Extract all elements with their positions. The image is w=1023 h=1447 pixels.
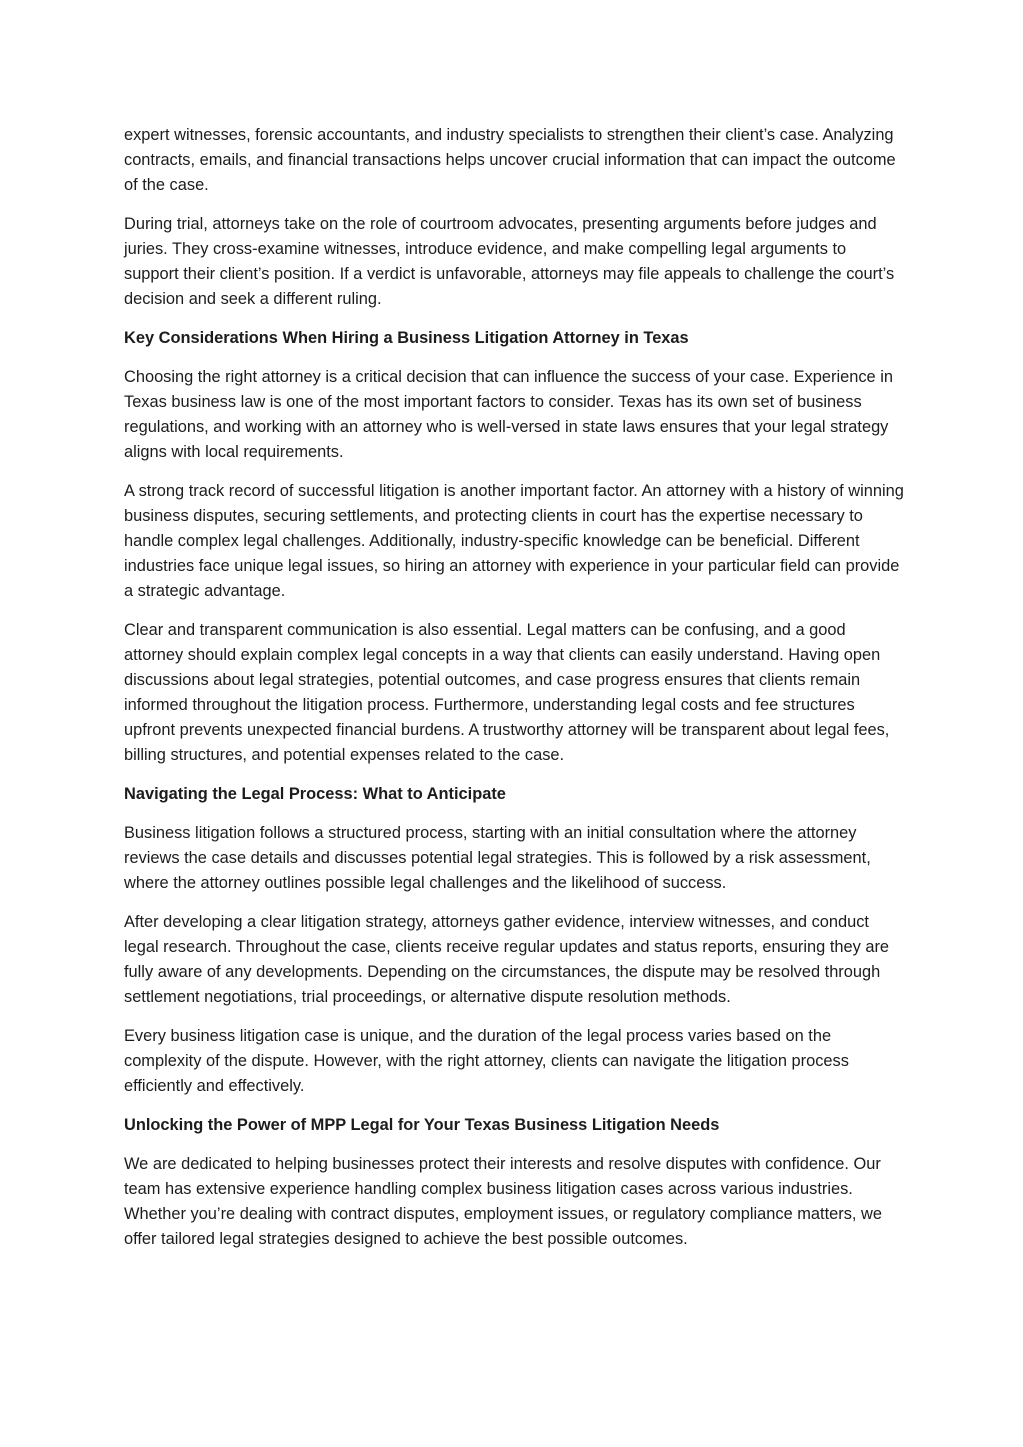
section-heading-mpp-legal: Unlocking the Power of MPP Legal for Your Texas Business Litigation Needs <box>124 1116 720 1134</box>
section-heading-legal-process: Navigating the Legal Process: What to Anticipate <box>124 785 506 803</box>
section-heading-key-considerations: Key Considerations When Hiring a Business Litigation Attorney in Texas <box>124 329 689 347</box>
paragraph-track-record: A strong track record of successful litigation is another important factor. An attorney with a history of winning business disputes, securing settlements, and protecting clients in court has the expertise necessary to handle complex legal challenges. Additionally, industry-specific knowledge can be beneficial. Different industries face unique legal issues, so hiring an attorney with experience in your particular field can provide a strategic advantage. <box>124 482 904 600</box>
paragraph-dedicated-to-helping: We are dedicated to helping businesses protect their interests and resolve disputes with confidence. Our team has extensive experience handling complex business litigation cases across various industries. Whether you’re dealing with contract disputes, employment issues, or regulatory compliance matters, we offer tailored legal strategies designed to achieve the best possible outcomes. <box>124 1155 882 1248</box>
paragraph-continued-expert-witnesses: expert witnesses, forensic accountants, and industry specialists to strengthen their client’s case. Analyzing contracts, emails, and financial transactions helps uncover crucial information that can impact the outcome of the case. <box>124 126 896 194</box>
paragraph-structured-process: Business litigation follows a structured process, starting with an initial consultation where the attorney reviews the case details and discusses potential legal strategies. This is followed by a risk assessment, where the attorney outlines possible legal challenges and the likelihood of success. <box>124 824 871 892</box>
paragraph-during-trial: During trial, attorneys take on the role of courtroom advocates, presenting arguments before judges and juries. They cross-examine witnesses, introduce evidence, and make compelling legal arguments to support their client’s position. If a verdict is unfavorable, attorneys may file appeals to challenge the court’s decision and seek a different ruling. <box>124 215 895 308</box>
paragraph-communication: Clear and transparent communication is also essential. Legal matters can be confusing, and a good attorney should explain complex legal concepts in a way that clients can easily understand. Having open discussions about legal strategies, potential outcomes, and case progress ensures that clients remain informed throughout the litigation process. Furthermore, understanding legal costs and fee structures upfront prevents unexpected financial burdens. A trustworthy attorney will be transparent about legal fees, billing structures, and potential expenses related to the case. <box>124 621 890 764</box>
paragraph-every-case-unique: Every business litigation case is unique, and the duration of the legal process varies based on the complexity of the dispute. However, with the right attorney, clients can navigate the litigation process efficiently and effectively. <box>124 1027 849 1095</box>
document-page <box>124 123 904 1266</box>
paragraph-choosing-right-attorney: Choosing the right attorney is a critical decision that can influence the success of your case. Experience in Texas business law is one of the most important factors to consider. Texas has its own set of business regulations, and working with an attorney who is well-versed in state laws ensures that your legal strategy aligns with local requirements. <box>124 368 893 461</box>
paragraph-litigation-strategy: After developing a clear litigation strategy, attorneys gather evidence, interview witnesses, and conduct legal research. Throughout the case, clients receive regular updates and status reports, ensuring they are fully aware of any developments. Depending on the circumstances, the dispute may be resolved through settlement negotiations, trial proceedings, or alternative dispute resolution methods. <box>124 913 890 1006</box>
